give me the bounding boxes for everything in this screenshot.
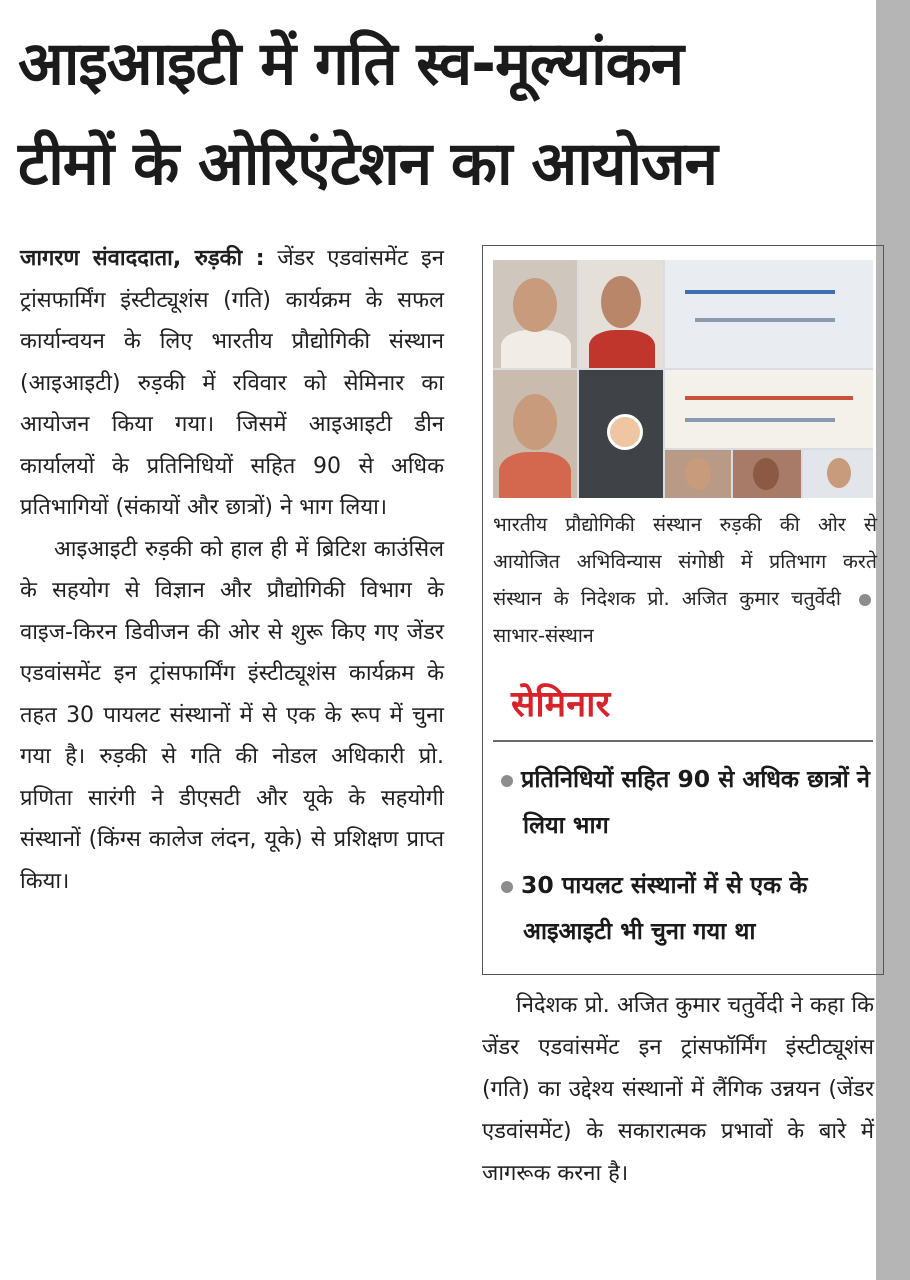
participant-tile bbox=[665, 450, 731, 498]
dateline: जागरण संवाददाता, रुड़की : bbox=[20, 246, 265, 271]
article-paragraph-2: आइआइटी रुड़की को हाल ही में ब्रिटिश काउंसिल के सहयोग से विज्ञान और प्रौद्योगिकी विभाग के वाइज-किरन डिवीजन की ओर से शुरू किए गए जेंडर एडवांसमेंट इन ट्रांसफार्मिंग इंस्टीट्यूशंस कार्यक्रम के तहत 30 पायलट संस्थानों में से एक के रूप में चुना गया है। रुड़की से गति की नोडल अधिकारी प्रो. प्रणिता सारंगी ने डीएसटी और यूके के सहयोगी संस्थानों (किंग्स कालेज लंदन, यूके) से प्रशिक्षण प्राप्त किया। bbox=[20, 536, 444, 894]
bullet-icon bbox=[859, 594, 871, 606]
shared-slide-tile bbox=[665, 370, 873, 448]
article-paragraph-3: निदेशक प्रो. अजित कुमार चतुर्वेदी ने कहा कि जेंडर एडवांसमेंट इन ट्रांसफॉर्मिंग इंस्टीट्यूशंस (गति) का उद्देश्य संस्थानों में लैंगिक उन्नयन (जेंडर एडवांसमेंट) के सकारात्मक प्रभावों के बारे में जागरूक करना है। bbox=[482, 993, 874, 1186]
video-conference-photo bbox=[493, 260, 873, 498]
headline-line-2: टीमों के ओरिएंटेशन का आयोजन bbox=[18, 129, 717, 199]
highlight-text: प्रतिनिधियों सहित 90 से अधिक छात्रों ने लिया भाग bbox=[521, 765, 870, 839]
participant-tile bbox=[579, 370, 663, 498]
highlight-text: 30 पायलट संस्थानों में से एक के आइआइटी भी चुना गया था bbox=[521, 871, 808, 945]
photo-seminar-box bbox=[482, 245, 884, 975]
bullet-icon bbox=[501, 775, 513, 787]
article-right-column bbox=[482, 985, 874, 1195]
participant-tile bbox=[733, 450, 801, 498]
article-left-column bbox=[20, 238, 444, 902]
photo-credit: साभार-संस्थान bbox=[493, 624, 594, 647]
participant-tile bbox=[493, 370, 577, 498]
seminar-highlight bbox=[493, 756, 877, 848]
seminar-title: सेमिनार bbox=[511, 684, 611, 725]
headline bbox=[18, 14, 878, 214]
headline-line-1: आइआइटी में गति स्व-मूल्यांकन bbox=[18, 29, 684, 99]
photo-caption bbox=[493, 506, 877, 654]
shared-slide-tile bbox=[665, 260, 873, 368]
seminar-highlight bbox=[493, 862, 877, 954]
participant-tile bbox=[493, 260, 577, 368]
bullet-icon bbox=[501, 881, 513, 893]
participant-tile bbox=[579, 260, 663, 368]
caption-text: भारतीय प्रौद्योगिकी संस्थान रुड़की की ओर से आयोजित अभिविन्यास संगोष्ठी में प्रतिभाग करते संस्थान के निदेशक प्रो. अजित कुमार चतुर्वेदी bbox=[493, 513, 877, 610]
article-paragraph-1 bbox=[20, 238, 444, 529]
paragraph-1-text: जेंडर एडवांसमेंट इन ट्रांसफार्मिंग इंस्टीट्यूशंस (गति) कार्यक्रम के सफल कार्यान्वयन के लिए भारतीय प्रौद्योगिकी संस्थान (आइआइटी) रुड़की में रविवार को सेमिनार का आयोजन किया गया। जिसमें आइआइटी डीन कार्यालयों के प्रतिनिधियों सहित 90 से अधिक प्रतिभागियों (संकायों और छात्रों) ने भाग लिया। bbox=[20, 246, 444, 520]
seminar-divider bbox=[493, 740, 873, 742]
participant-tile bbox=[803, 450, 873, 498]
